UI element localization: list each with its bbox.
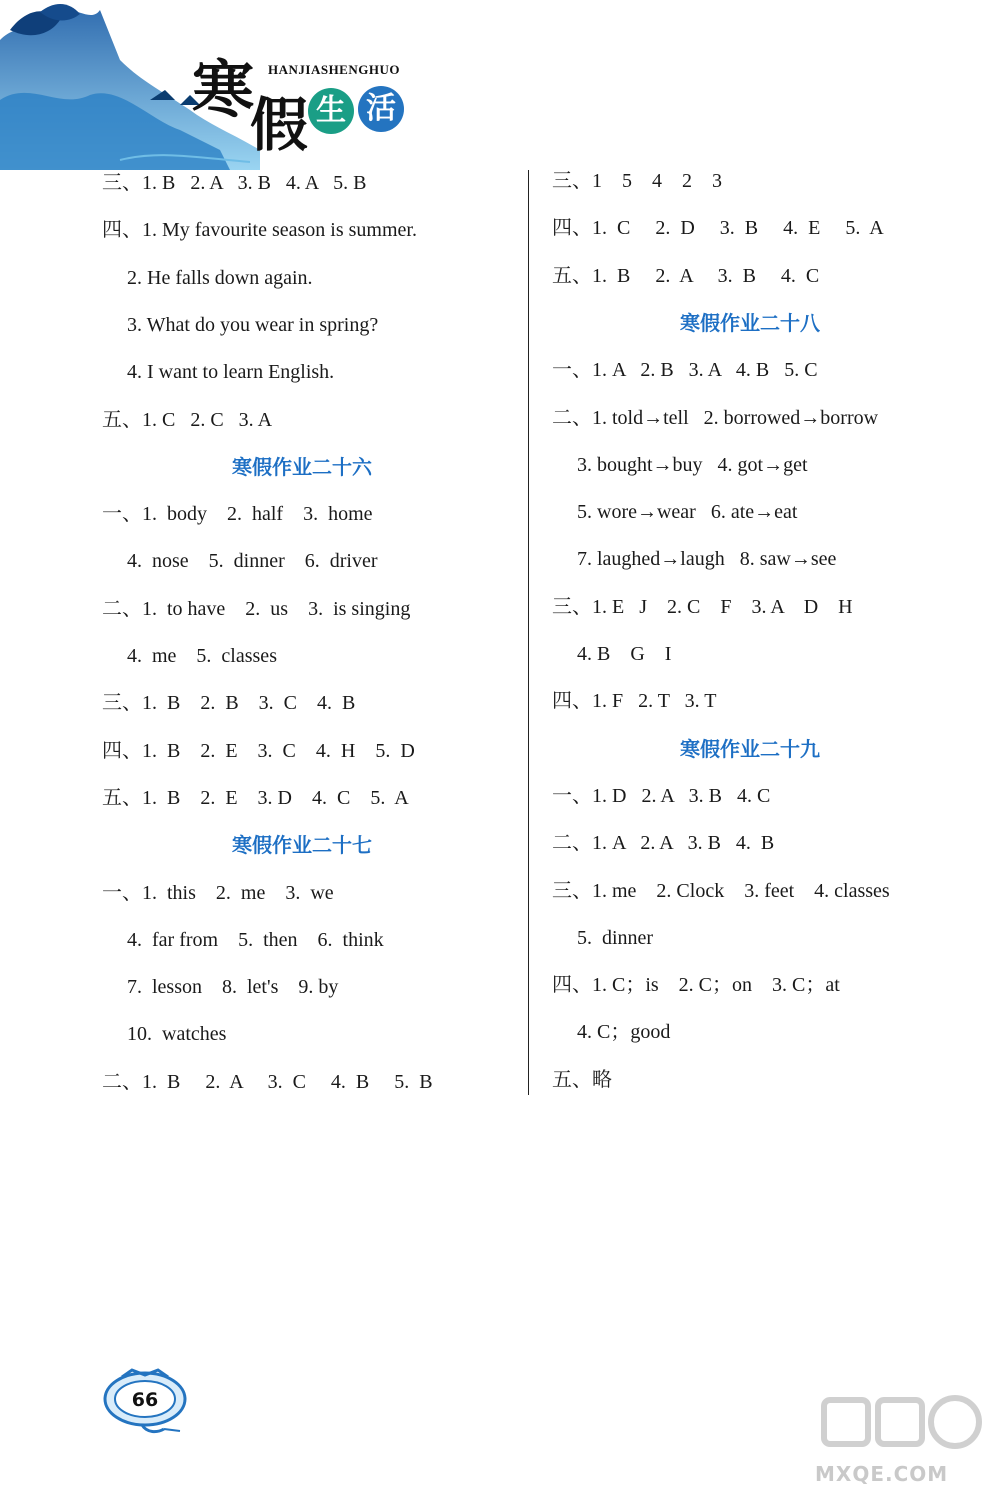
answer-line: 7. lesson 8. let's 9. by xyxy=(102,976,339,999)
title-pinyin: HANJIASHENGHUO xyxy=(268,62,400,77)
answer-line: 4. I want to learn English. xyxy=(102,361,335,384)
answer-line: 三、1. me 2. Clock 3. feet 4. classes xyxy=(552,879,890,902)
column-divider xyxy=(528,170,529,1095)
answer-line: 二、1. B 2. A 3. C 4. B 5. B xyxy=(102,1070,433,1093)
title-huo-bubble: 活 xyxy=(358,86,404,132)
answer-line: 5. wore→wear 6. ate→eat xyxy=(552,501,798,524)
answer-line: 一、1. body 2. half 3. home xyxy=(102,503,373,526)
answer-line: 3. What do you wear in spring? xyxy=(102,313,379,336)
answer-line: 2. He falls down again. xyxy=(102,266,313,289)
answer-line: 10. watches xyxy=(102,1023,227,1046)
answer-line: 四、1. My favourite season is summer. xyxy=(102,219,417,242)
answer-line: 二、1. A 2. A 3. B 4. B xyxy=(552,832,775,855)
answer-line: 三、1. E J 2. C F 3. A D H xyxy=(552,595,853,618)
answer-line: 五、1. B 2. E 3. D 4. C 5. A xyxy=(102,786,409,809)
answer-line: 五、1. C 2. C 3. A xyxy=(102,408,273,431)
answer-line: 5. dinner xyxy=(552,926,654,949)
answer-line: 三、1. B 2. B 3. C 4. B xyxy=(102,692,356,715)
answer-line: 4. C；good xyxy=(552,1021,671,1044)
answer-line: 五、略 xyxy=(552,1068,612,1091)
answer-line: 一、1. A 2. B 3. A 4. B 5. C xyxy=(552,359,818,382)
answer-line: 五、1. B 2. A 3. B 4. C xyxy=(552,264,820,287)
section-title: 寒假作业二十八 xyxy=(680,310,820,335)
title-jia-char: 假 xyxy=(250,91,309,159)
answer-line: 一、1. this 2. me 3. we xyxy=(102,881,334,904)
answer-line: 四、1. C；is 2. C；on 3. C；at xyxy=(552,974,840,997)
answer-line: 7. laughed→laugh 8. saw→see xyxy=(552,548,837,571)
answer-line: 4. nose 5. dinner 6. driver xyxy=(102,550,378,573)
watermark-text: MXQE.COM xyxy=(815,1462,949,1486)
section-title: 寒假作业二十六 xyxy=(232,454,372,479)
section-title: 寒假作业二十九 xyxy=(680,736,820,761)
answer-line: 四、1. F 2. T 3. T xyxy=(552,690,717,713)
answer-line: 一、1. D 2. A 3. B 4. C xyxy=(552,784,771,807)
answer-line: 三、1 5 4 2 3 xyxy=(552,170,722,192)
answer-line: 四、1. B 2. E 3. C 4. H 5. D xyxy=(102,739,415,762)
page-number: 66 xyxy=(131,1389,159,1411)
section-title: 寒假作业二十七 xyxy=(232,833,372,858)
answer-line: 4. B G I xyxy=(552,643,672,665)
answer-line: 4. far from 5. then 6. think xyxy=(102,928,384,951)
answer-line: 4. me 5. classes xyxy=(102,645,277,667)
answer-line: 二、1. to have 2. us 3. is singing xyxy=(102,597,411,620)
title-sheng-bubble: 生 xyxy=(308,88,354,134)
page-header xyxy=(0,0,460,175)
answer-line: 四、1. C 2. D 3. B 4. E 5. A xyxy=(552,217,884,240)
answer-line: 3. bought→buy 4. got→get xyxy=(552,453,808,476)
title-han-char: 寒 xyxy=(192,53,255,126)
answer-line: 二、1. told→tell 2. borrowed→borrow xyxy=(552,406,879,429)
answer-line: 三、1. B 2. A 3. B 4. A 5. B xyxy=(102,172,367,194)
